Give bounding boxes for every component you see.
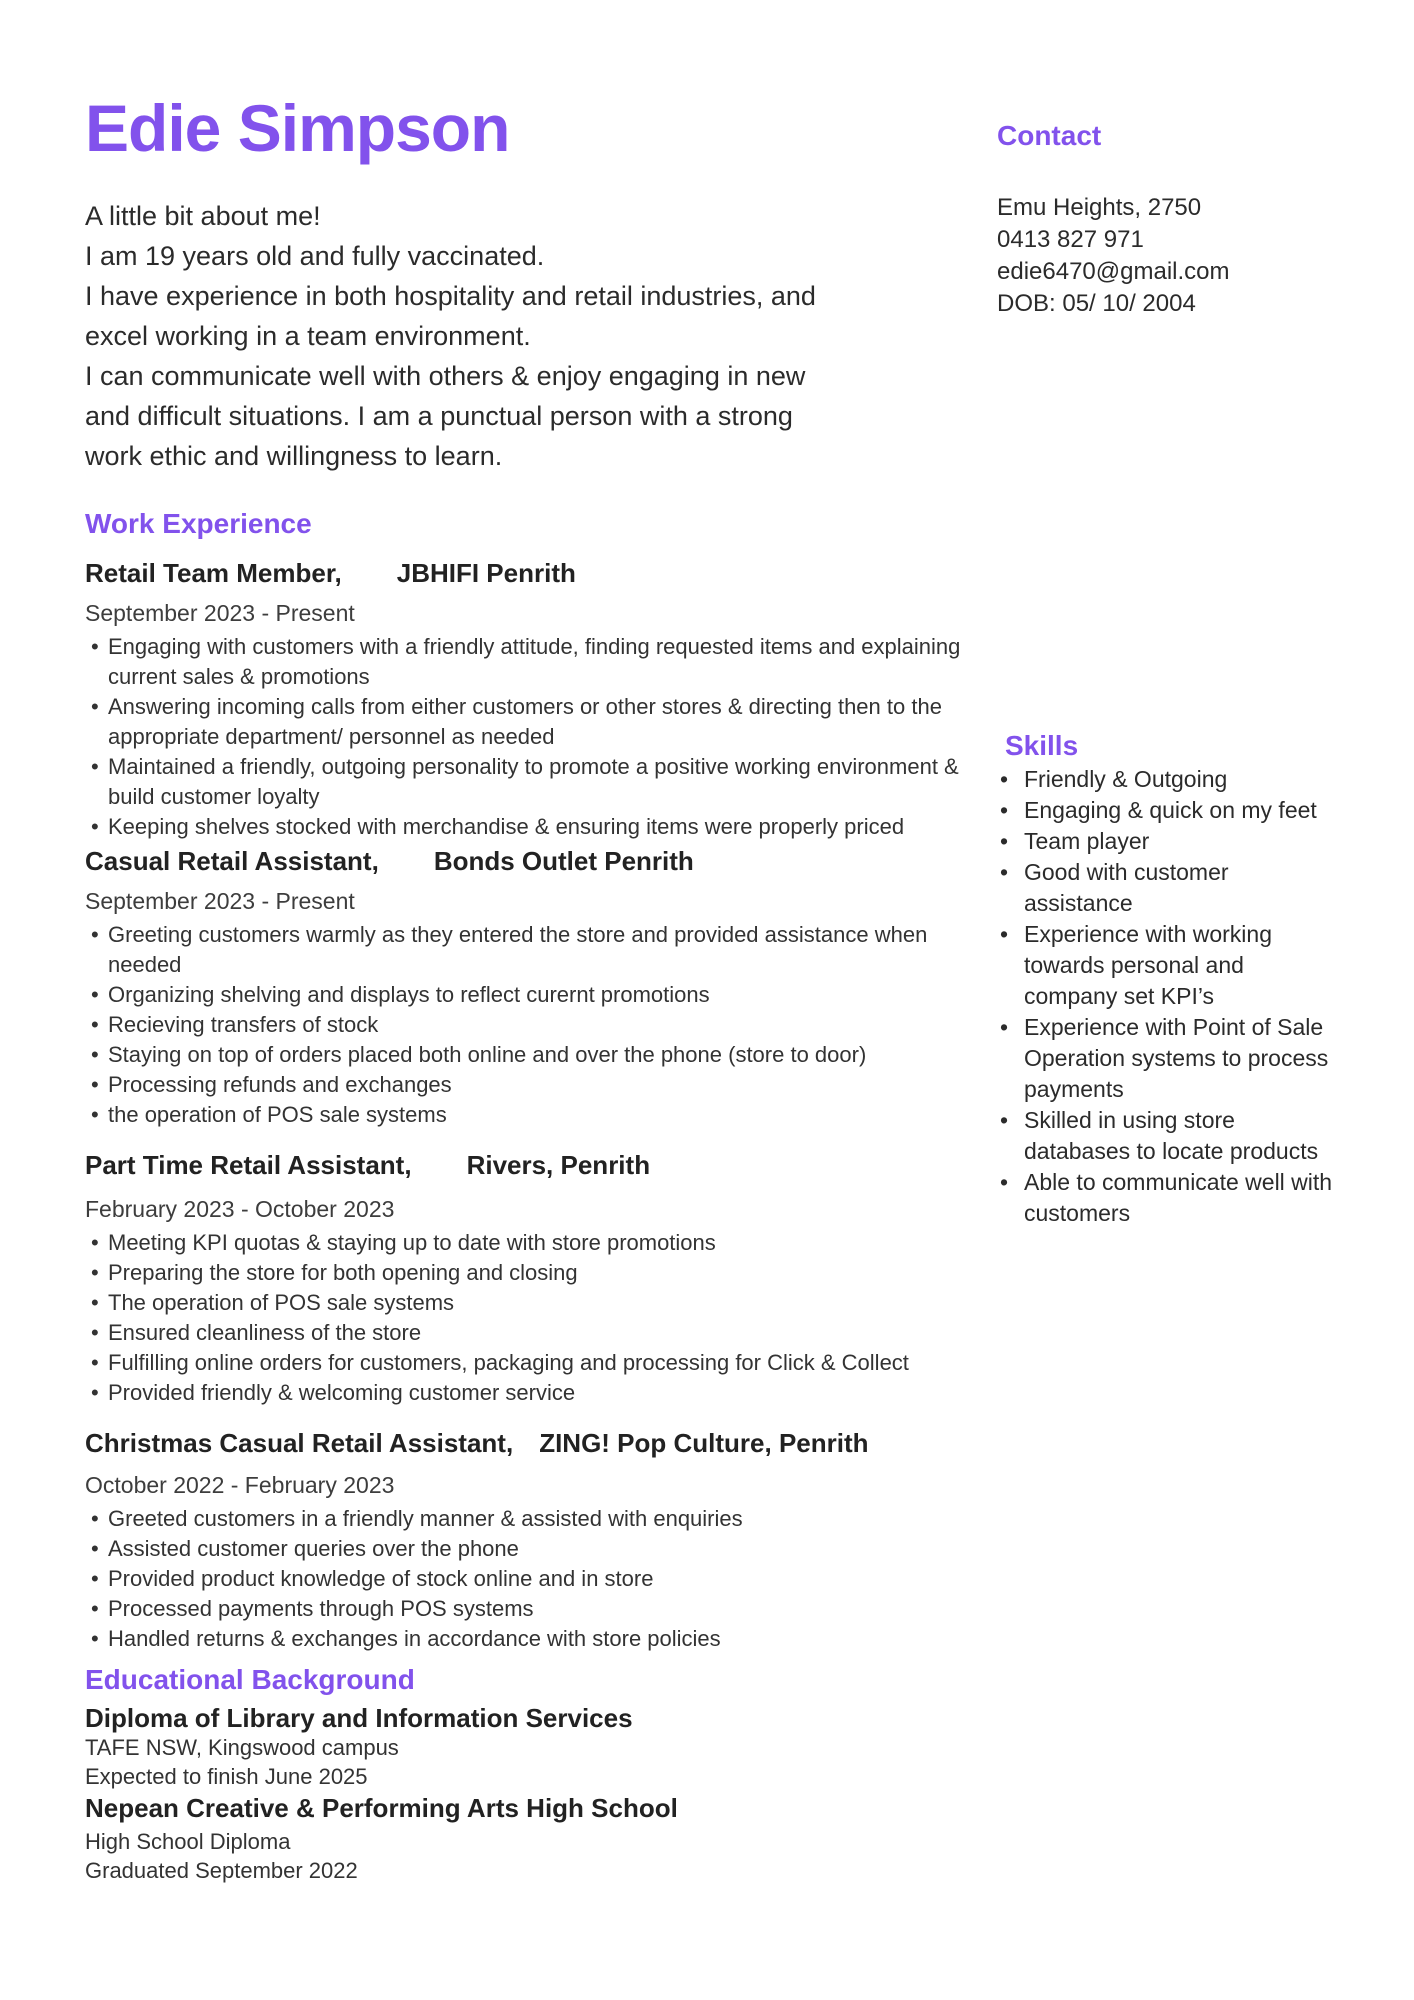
main-column <box>85 0 965 1885</box>
job-bullet: • the operation of POS sale systems <box>85 1100 965 1130</box>
job-bullet: • Staying on top of orders placed both online and over the phone (store to door) <box>85 1040 965 1070</box>
job-title: Part Time Retail Assistant, <box>85 1150 412 1180</box>
contact-dob: DOB: 05/ 10/ 2004 <box>997 290 1196 317</box>
education-entry-title: Nepean Creative & Performing Arts High School <box>85 1793 678 1823</box>
skills-section <box>997 728 1342 1229</box>
job-title-row <box>85 1426 965 1460</box>
job-bullet: • Greeting customers warmly as they entered the store and provided assistance when needed <box>85 920 965 980</box>
education-entry-line: TAFE NSW, Kingswood campus <box>85 1735 399 1760</box>
job-bullet: • Organizing shelving and displays to reflect curernt promotions <box>85 980 965 1010</box>
job-bullet: • Provided product knowledge of stock online and in store <box>85 1564 965 1594</box>
job-entry <box>85 1148 965 1408</box>
job-company: Rivers, Penrith <box>466 1150 651 1180</box>
education-heading: Educational Background <box>85 1664 415 1695</box>
job-entry <box>85 844 965 1130</box>
work-experience-heading: Work Experience <box>85 508 312 539</box>
about-line: excel working in a team environment. <box>85 321 531 351</box>
contact-phone: 0413 827 971 <box>997 226 1144 253</box>
about-line: I have experience in both hospitality and retail industries, and <box>85 281 816 311</box>
job-title-row <box>85 844 965 878</box>
contact-lines <box>997 192 1347 320</box>
about-line: A little bit about me! <box>85 201 321 231</box>
about-line: I can communicate well with others & enjoy engaging in new <box>85 361 806 391</box>
job-title: Christmas Casual Retail Assistant, <box>85 1428 514 1458</box>
job-dates: September 2023 - Present <box>85 600 355 626</box>
skills-heading: Skills <box>1005 730 1079 761</box>
job-dates: September 2023 - Present <box>85 888 355 914</box>
education-entry <box>85 1703 965 1791</box>
education-entry-line: High School Diploma <box>85 1829 291 1854</box>
job-entry <box>85 556 965 842</box>
skills-list <box>997 919 1342 1105</box>
education-entry-line: Expected to finish June 2025 <box>85 1764 368 1789</box>
job-bullet: • Answering incoming calls from either customers or other stores & directing then to the appropriate department/ personnel as needed <box>85 692 965 752</box>
education-entry <box>85 1793 965 1885</box>
job-bullet: • Provided friendly & welcoming customer service <box>85 1378 965 1408</box>
education-entry-title: Diploma of Library and Information Services <box>85 1703 633 1733</box>
contact-heading: Contact <box>997 120 1102 151</box>
skills-list <box>997 1105 1342 1229</box>
skill-item: • Experience with Point of Sale Operation systems to process payments <box>997 1012 1342 1105</box>
job-bullet: • Preparing the store for both opening and closing <box>85 1258 965 1288</box>
skills-list <box>997 764 1342 919</box>
job-bullet-list <box>85 920 965 1130</box>
skill-item: • Team player <box>997 826 1342 857</box>
contact-address: Emu Heights, 2750 <box>997 194 1202 221</box>
job-bullet: • Recieving transfers of stock <box>85 1010 965 1040</box>
skill-item: • Experience with working towards personal and company set KPI’s <box>997 919 1342 1012</box>
job-dates: October 2022 - February 2023 <box>85 1472 395 1498</box>
job-bullet: • Meeting KPI quotas & staying up to date with store promotions <box>85 1228 965 1258</box>
about-section <box>85 196 965 476</box>
job-title-row <box>85 1148 965 1182</box>
education-section <box>85 1662 965 1885</box>
skill-item: • Good with customer assistance <box>997 857 1342 919</box>
about-line: and difficult situations. I am a punctual person with a strong <box>85 401 793 431</box>
job-title: Casual Retail Assistant, <box>85 846 379 876</box>
job-bullet: • Keeping shelves stocked with merchandise & ensuring items were properly priced <box>85 812 965 842</box>
contact-section <box>997 118 1347 320</box>
job-bullet: • Assisted customer queries over the phone <box>85 1534 965 1564</box>
job-company: JBHIFI Penrith <box>396 558 576 588</box>
skill-item: • Engaging & quick on my feet <box>997 795 1342 826</box>
about-line: work ethic and willingness to learn. <box>85 441 503 471</box>
job-bullet: • Greeted customers in a friendly manner & assisted with enquiries <box>85 1504 965 1534</box>
skill-item: • Friendly & Outgoing <box>997 764 1342 795</box>
person-name: Edie Simpson <box>85 91 510 165</box>
about-line: I am 19 years old and fully vaccinated. <box>85 241 545 271</box>
skill-item: • Able to communicate well with customers <box>997 1167 1342 1229</box>
job-title: Retail Team Member, <box>85 558 342 588</box>
job-entry <box>85 1426 965 1654</box>
job-bullet: • The operation of POS sale systems <box>85 1288 965 1318</box>
job-bullet: • Fulfilling online orders for customers, packaging and processing for Click & Collect <box>85 1348 965 1378</box>
skill-item: • Skilled in using store databases to locate products <box>997 1105 1342 1167</box>
job-company: ZING! Pop Culture, Penrith <box>539 1428 869 1458</box>
job-bullet: • Engaging with customers with a friendly attitude, finding requested items and explaining current sales & promotions <box>85 632 965 692</box>
job-dates: February 2023 - October 2023 <box>85 1196 395 1222</box>
job-bullet-list <box>85 632 965 842</box>
contact-email: edie6470@gmail.com <box>997 258 1230 285</box>
job-bullet: • Processed payments through POS systems <box>85 1594 965 1624</box>
job-company: Bonds Outlet Penrith <box>433 846 694 876</box>
job-bullet-list <box>85 1228 965 1408</box>
job-bullet: • Maintained a friendly, outgoing personality to promote a positive working environment & build customer loyalty <box>85 752 965 812</box>
job-bullet: • Processing refunds and exchanges <box>85 1070 965 1100</box>
job-bullet: • Ensured cleanliness of the store <box>85 1318 965 1348</box>
job-bullet: • Handled returns & exchanges in accordance with store policies <box>85 1624 965 1654</box>
job-title-row <box>85 556 965 590</box>
job-bullet-list <box>85 1504 965 1654</box>
education-entry-line: Graduated September 2022 <box>85 1858 358 1883</box>
